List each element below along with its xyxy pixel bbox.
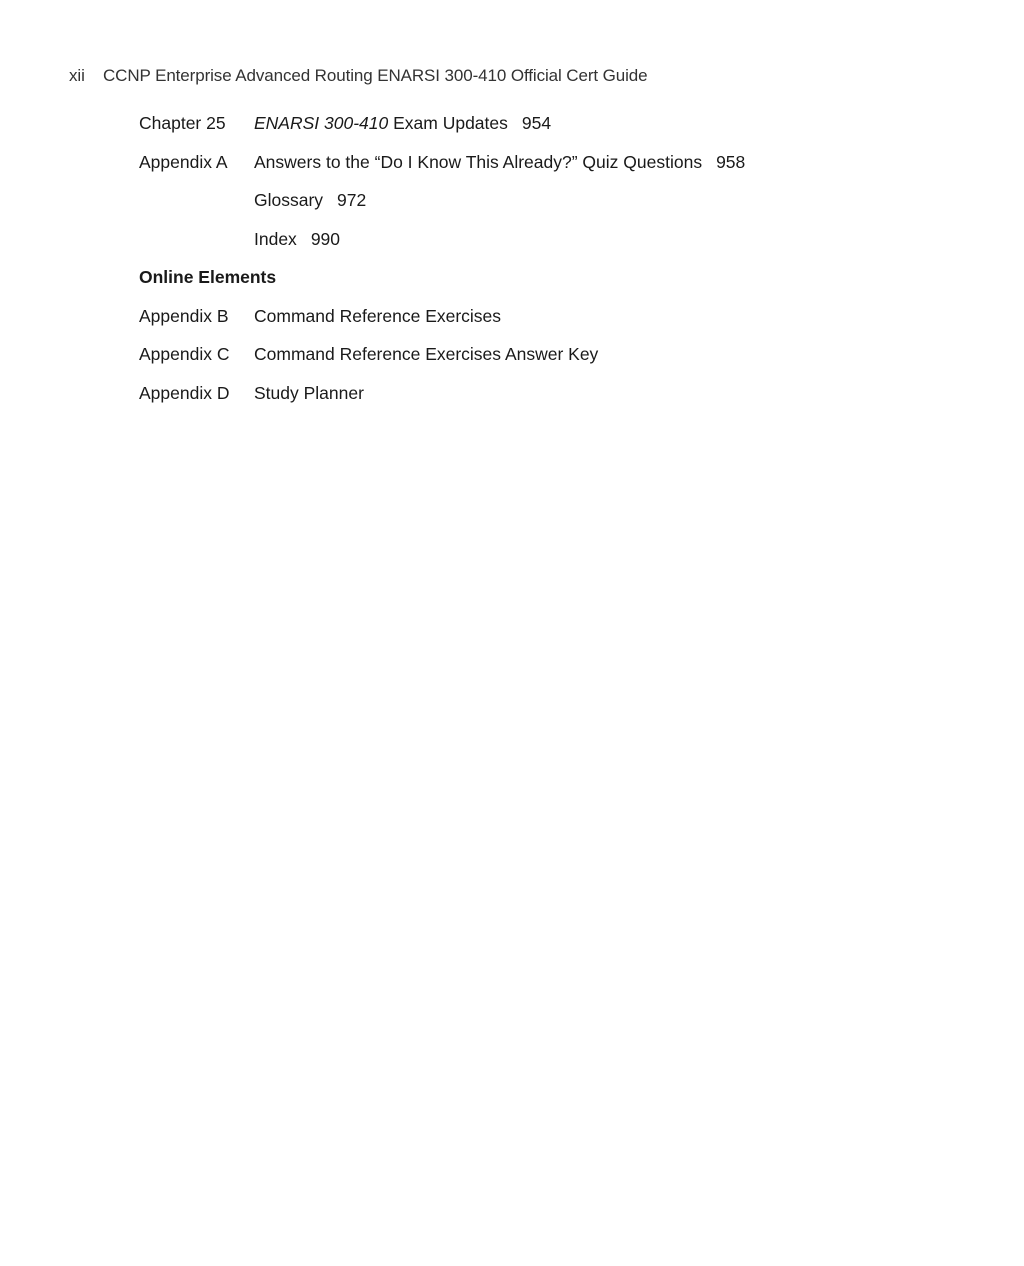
toc-entry-label: Appendix D (139, 382, 230, 403)
running-head (69, 66, 648, 86)
toc-entry-title: Study Planner (254, 382, 364, 403)
toc-entry-page: 958 (716, 151, 746, 172)
toc-entry-label: Chapter 25 (139, 113, 226, 133)
toc-entry-title (254, 152, 745, 173)
toc-entry-title-text: Glossary (254, 190, 324, 210)
toc-entry-title (254, 113, 551, 134)
book-title: CCNP Enterprise Advanced Routing ENARSI 300-410 Official Cert Guide (103, 66, 648, 85)
toc-entry-label: Appendix C (139, 344, 230, 364)
toc-entry-appendix-d[interactable] (139, 383, 899, 422)
toc-entry-title: Command Reference Exercises (254, 305, 502, 326)
toc-entry-title (254, 229, 340, 250)
toc-entry-label: Appendix B (139, 305, 229, 326)
table-of-contents (139, 113, 899, 421)
online-elements-heading: Online Elements (139, 267, 277, 287)
toc-entry-glossary[interactable] (139, 190, 899, 229)
toc-entry-appendix-b[interactable] (139, 306, 899, 345)
toc-entry-title (254, 190, 366, 211)
toc-entry-title-italic: ENARSI 300-410 (254, 113, 389, 133)
page-folio: xii (69, 66, 85, 85)
toc-entry-label: Appendix A (139, 151, 228, 172)
toc-entry-index[interactable] (139, 229, 899, 268)
toc-entry-title: Command Reference Exercises Answer Key (254, 344, 599, 364)
toc-entry-page: 954 (521, 113, 552, 133)
toc-entry-title-rest: Exam Updates (388, 113, 508, 133)
toc-entry-page: 972 (337, 190, 367, 210)
toc-entry-chapter-25[interactable] (139, 113, 899, 152)
toc-entry-title-text: Answers to the “Do I Know This Already?” Quiz Questions (254, 151, 703, 172)
toc-entry-title-text: Index (254, 228, 297, 249)
toc-entry-appendix-a[interactable] (139, 152, 899, 191)
toc-entry-page: 990 (310, 228, 341, 249)
toc-entry-appendix-c[interactable] (139, 344, 899, 383)
